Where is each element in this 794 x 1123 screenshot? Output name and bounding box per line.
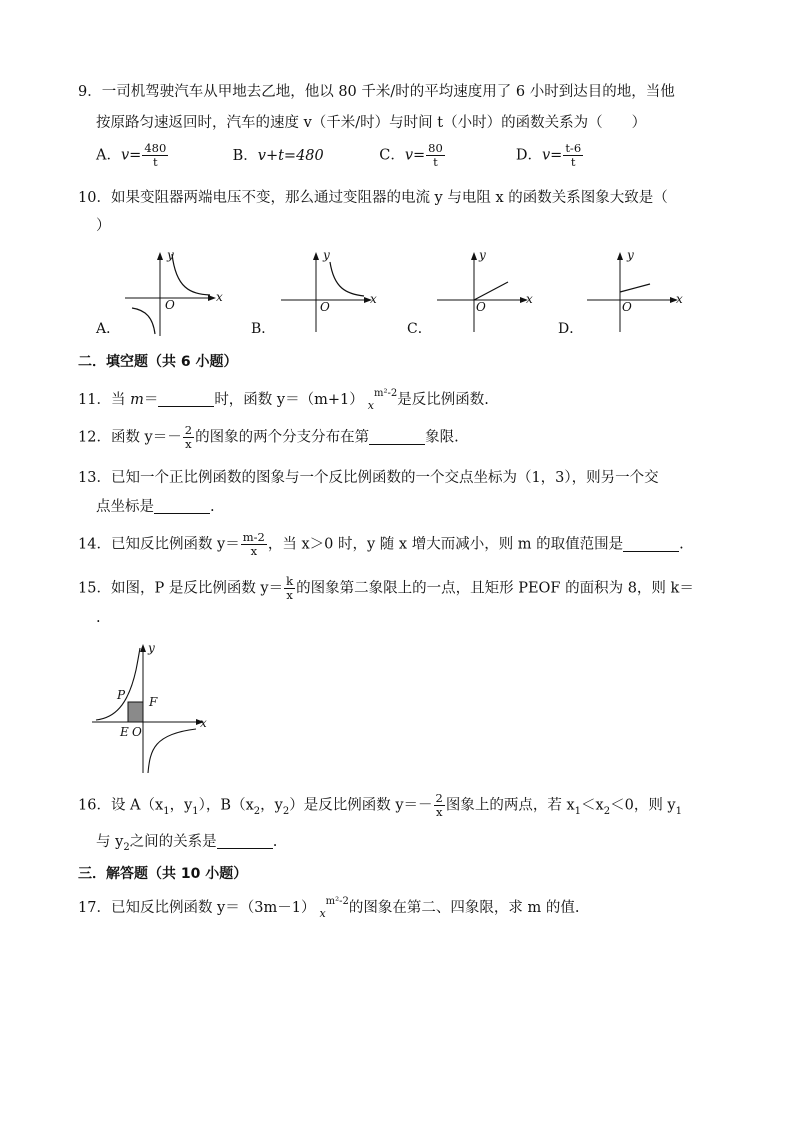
graph-d-origin: O xyxy=(622,300,632,314)
q9-options xyxy=(96,142,584,169)
q14: 14．已知反比例函数 y＝ $\frac{m-2}{x}$ ，当 x＞0 时，y 随 x 增大而减小，则 m 的取值范围是 . xyxy=(78,530,684,558)
q13-blank xyxy=(154,498,210,514)
q15-axis-x: x xyxy=(200,716,207,730)
q13-line2: 点坐标是 . xyxy=(96,499,215,515)
graph-a-axis-y: y xyxy=(167,248,174,262)
q12-blank xyxy=(369,429,425,445)
graph-a xyxy=(120,248,230,338)
q9-option-b: B．v+t=480 xyxy=(232,147,324,164)
q16-blank xyxy=(217,833,273,849)
graph-a-origin: O xyxy=(165,298,175,312)
q10-line1: 10．如果变阻器两端电压不变，那么通过变阻器的电流 y 与电阻 x 的函数关系图象大致是（ xyxy=(78,190,668,206)
graph-a-axis-x: x xyxy=(216,290,223,304)
q10-line2: ） xyxy=(96,218,111,234)
q14-blank xyxy=(623,536,679,552)
q15-line2: . xyxy=(96,610,101,626)
graph-b-label: B． xyxy=(251,321,276,337)
section-3-heading: 三．解答题（共 10 小题） xyxy=(78,866,248,882)
rectangle-peof xyxy=(128,702,143,722)
q15: 15．如图，P 是反比例函数 y＝ $\frac{k}{x}$ 的图象第二象限上的一点，且矩形 PEOF 的面积为 8，则 k＝ xyxy=(78,574,694,602)
graph-b-origin: O xyxy=(320,300,330,314)
graph-a-label: A． xyxy=(96,321,121,337)
q15-point-o: O xyxy=(132,725,142,739)
graph-d-axis-y: y xyxy=(627,248,634,262)
q15-point-f: F xyxy=(149,695,158,709)
q9-option-c: C．v= $\frac{80}{t}$ xyxy=(379,141,443,169)
graph-c-origin: O xyxy=(476,300,486,314)
q16-line1: 16．设 $A(x_1$，$y_1$），$B(x_2$，$y_2$）是反比例函数 y＝－ $\frac{2}{x}$ 图象上的两点，若 $x_1<x_2<0$，则 $y_1$ xyxy=(78,791,682,819)
graph-b-axis-x: x xyxy=(370,292,377,306)
graph-d-axis-x: x xyxy=(676,292,683,306)
q16-line2: 与 $y_2$之间的关系是 . xyxy=(96,834,278,853)
section-2-heading: 二．填空题（共 6 小题） xyxy=(78,354,238,370)
q15-point-p: P xyxy=(117,688,126,702)
q13-line1: 13．已知一个正比例函数的图象与一个反比例函数的一个交点坐标为（1，3），则另一个交 xyxy=(78,470,659,486)
q9-line2: 按原路匀速返回时，汽车的速度 v（千米/时）与时间 t（小时）的函数关系为（ ） xyxy=(96,115,647,131)
q9-option-a: A．v= $\frac{480}{t}$ xyxy=(96,141,167,169)
q11-blank xyxy=(158,391,214,407)
q11: 11．当 m＝ 时，函数 y＝（m+1） $_x^{m^2-2}$是反比例函数. xyxy=(78,388,489,412)
q15-point-e: E xyxy=(120,725,129,739)
q9-option-d: D．v= $\frac{t-6}{t}$ xyxy=(515,141,582,169)
q15-axis-y: y xyxy=(148,641,155,655)
q17: 17．已知反比例函数 y＝（3m－1） $_x^{m^2-2}$的图象在第二、四象限，求 m 的值. xyxy=(78,896,580,920)
graph-c-axis-x: x xyxy=(526,292,533,306)
q9-line1: 9．一司机驾驶汽车从甲地去乙地，他以 80 千米/时的平均速度用了 6 小时到达目的地，当他 xyxy=(78,84,675,100)
graph-d-label: D． xyxy=(558,321,584,337)
q12: 12．函数 y＝－ $\frac{2}{x}$ 的图象的两个分支分布在第 象限. xyxy=(78,423,459,451)
graph-b-axis-y: y xyxy=(323,248,330,262)
graph-c-label: C． xyxy=(407,321,432,337)
graph-c-axis-y: y xyxy=(479,248,486,262)
